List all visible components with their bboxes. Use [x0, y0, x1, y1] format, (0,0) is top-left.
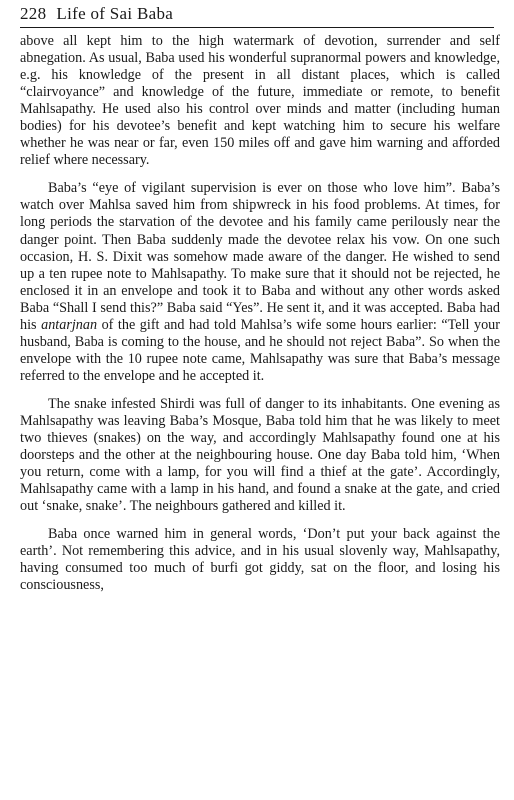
paragraph-text: of the gift and had told Mahlsa’s wife some hours earlier: “Tell your husband, Baba is coming to the house, and he should not reject Baba”. So when the envelope with the 10 rupee note came, Mahlsapathy was sure that Baba’s message referred to the envelope and he accepted it.: [20, 316, 500, 384]
paragraph-1: [20, 33, 500, 169]
header-rule: [20, 27, 494, 28]
italic-term: antarjnan: [41, 316, 98, 333]
paragraph-text: Baba once warned him in general words, ‘Don’t put your back against the earth’. Not remembering this advice, and in his usual slovenly way, Mahlsapathy, having consumed too much of burfi got giddy, sat on the floor, and losing his consciousness,: [20, 526, 500, 594]
running-header: [20, 4, 173, 24]
paragraph-3: [20, 396, 500, 515]
paragraph-text: above all kept him to the high watermark of devotion, surrender and self abnegation. As usual, Baba used his wonderful supranormal powers and knowledge, e.g. his knowledge of the present in all distant places, which is called “clairvoyance” and knowledge of the future, immediate or remote, to benefit Mahlsapathy. He used also his control over minds and matter (including human bodies) for his devotee’s benefit and kept watching him to secure his welfare whether he was near or far, even 150 miles off and gave him warning and afforded relief where necessary.: [20, 33, 500, 169]
body-text: [20, 33, 500, 594]
page-number: 228: [20, 4, 47, 23]
paragraph-4: [20, 526, 500, 594]
paragraph-2: [20, 180, 500, 385]
paragraph-text: The snake infested Shirdi was full of danger to its inhabitants. One evening as Mahlsapathy was leaving Baba’s Mosque, Baba told him that he was likely to meet two thieves (snakes) on the way, and accordingly Mahlsapathy found one at his doorsteps and the other at the neighbouring house. One day Baba told him, ‘When you return, come with a lamp, for you will find a thief at the gate’. Accordingly, Mahlsapathy came with a lamp in his hand, and found a snake at the gate, and cried out ‘snake, snake’. The neighbours gathered and killed it.: [20, 395, 500, 515]
book-title: Life of Sai Baba: [56, 4, 174, 23]
paragraph-text: Baba’s “eye of vigilant supervision is ever on those who love him”. Baba’s watch over Mahlsa saved him from shipwreck in his food problems. At times, for long periods the starvation of the devotee and his family came perilously near the danger point. Then Baba suddenly made the devotee relax his vow. On one such occasion, H. S. Dixit was somehow made aware of the danger. He wished to send up a ten rupee note to Mahlsapathy. To make sure that it should not be rejected, he enclosed it in an envelope and took it to Baba and without any other words asked Baba “Shall I send this?” Baba said “Yes”. He sent it, and it was accepted. Baba had his: [20, 180, 500, 333]
